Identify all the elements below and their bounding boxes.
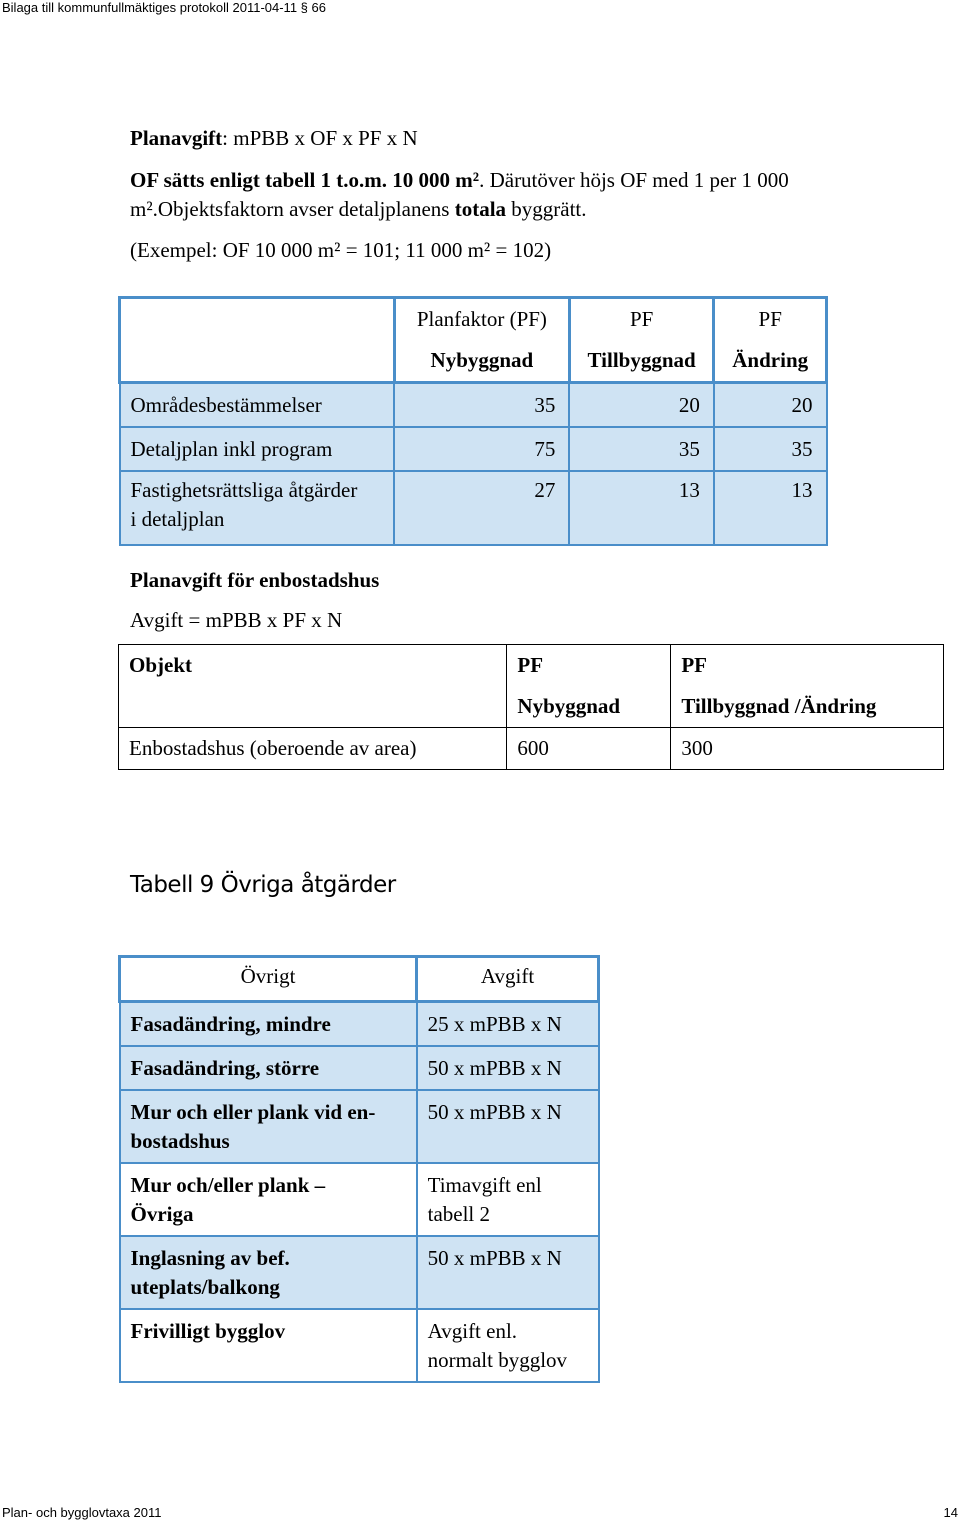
table-row bbox=[119, 728, 944, 770]
row-label: Frivilligt bygglov bbox=[120, 1309, 417, 1382]
row-label: Mur och eller plank vid en- bostadshus bbox=[120, 1090, 417, 1163]
row-label: Mur och/eller plank – Övriga bbox=[120, 1163, 417, 1236]
fee-cell: 50 x mPBB x N bbox=[417, 1236, 599, 1309]
of-rule-rest: . Därutöver höjs OF med 1 per 1 000 bbox=[479, 168, 789, 192]
header-cell-pf-tillbyggnad: PF Tillbyggnad /Ändring bbox=[671, 645, 944, 728]
example-line: (Exempel: OF 10 000 m² = 101; 11 000 m² = 102) bbox=[130, 238, 552, 262]
header-cell-avgift: Avgift bbox=[417, 957, 599, 1002]
table-row bbox=[120, 1046, 599, 1090]
ovriga-header-row bbox=[120, 957, 599, 1002]
enbostadshus-header-row bbox=[119, 645, 944, 728]
page-header: Bilaga till kommunfullmäktiges protokoll 2011-04-11 § 66 bbox=[2, 0, 326, 15]
planavgift-formula bbox=[130, 124, 418, 153]
table-row bbox=[120, 1163, 599, 1236]
header-cell-ovrigt: Övrigt bbox=[120, 957, 417, 1002]
fee-cell: 50 x mPBB x N bbox=[417, 1090, 599, 1163]
objektsfaktor-text-b: byggrätt. bbox=[506, 197, 587, 221]
value-cell: 35 bbox=[714, 427, 827, 471]
enbostadshus-title: Planavgift för enbostadshus bbox=[130, 568, 380, 592]
table-row bbox=[120, 1090, 599, 1163]
row-label: Inglasning av bef. uteplats/balkong bbox=[120, 1236, 417, 1309]
value-cell: 35 bbox=[394, 383, 569, 428]
table-row bbox=[120, 427, 827, 471]
planavgift-formula-text: : mPBB x OF x PF x N bbox=[222, 126, 418, 150]
table-row bbox=[120, 1002, 599, 1047]
objektsfaktor-bold: totala bbox=[454, 197, 507, 221]
footer-title: Plan- och bygglovtaxa 2011 bbox=[2, 1505, 162, 1520]
of-rule-bold: OF sätts enligt tabell 1 t.o.m. 10 000 m² bbox=[130, 168, 480, 192]
value-cell: 13 bbox=[569, 471, 714, 545]
header-cell-pf-nybyggnad: PF Nybyggnad bbox=[507, 645, 671, 728]
value-cell: 13 bbox=[714, 471, 827, 545]
row-label: Enbostadshus (oberoende av area) bbox=[119, 728, 507, 770]
header-cell-nybyggnad: Planfaktor (PF) Nybyggnad bbox=[394, 298, 569, 383]
row-label: Detaljplan inkl program bbox=[120, 427, 395, 471]
row-label: Fastighetsrättsliga åtgärder i detaljplan bbox=[120, 471, 395, 545]
objektsfaktor-line bbox=[130, 195, 587, 224]
fee-cell: 25 x mPBB x N bbox=[417, 1002, 599, 1047]
page-number: 14 bbox=[943, 1505, 958, 1520]
header-cell-empty bbox=[120, 298, 395, 383]
of-rule-line bbox=[130, 166, 789, 195]
value-cell: 20 bbox=[714, 383, 827, 428]
header-cell-objekt: Objekt bbox=[119, 645, 507, 728]
enbostadshus-table bbox=[118, 644, 944, 770]
planavgift-label: Planavgift bbox=[130, 126, 223, 150]
table-row bbox=[120, 383, 827, 428]
tabell9-title: Tabell 9 Övriga åtgärder bbox=[130, 872, 396, 898]
value-cell: 20 bbox=[569, 383, 714, 428]
fee-cell: Avgift enl. normalt bygglov bbox=[417, 1309, 599, 1382]
row-label: Fasadändring, större bbox=[120, 1046, 417, 1090]
row-label: Fasadändring, mindre bbox=[120, 1002, 417, 1047]
row-label: Områdesbestämmelser bbox=[120, 383, 395, 428]
ovriga-atgarder-table bbox=[118, 955, 600, 1383]
table-row bbox=[120, 471, 827, 545]
value-cell: 27 bbox=[394, 471, 569, 545]
fee-cell: Timavgift enl tabell 2 bbox=[417, 1163, 599, 1236]
planfaktor-table bbox=[118, 296, 828, 546]
header-cell-tillbyggnad: PF Tillbyggnad bbox=[569, 298, 714, 383]
value-cell: 35 bbox=[569, 427, 714, 471]
objektsfaktor-text-a: m².Objektsfaktorn avser detaljplanens bbox=[130, 197, 455, 221]
value-cell: 600 bbox=[507, 728, 671, 770]
enbostadshus-formula: Avgift = mPBB x PF x N bbox=[130, 608, 343, 632]
fee-cell: 50 x mPBB x N bbox=[417, 1046, 599, 1090]
planfaktor-header-row bbox=[120, 298, 827, 383]
value-cell: 75 bbox=[394, 427, 569, 471]
table-row bbox=[120, 1309, 599, 1382]
table-row bbox=[120, 1236, 599, 1309]
value-cell: 300 bbox=[671, 728, 944, 770]
header-cell-andring: PF Ändring bbox=[714, 298, 827, 383]
